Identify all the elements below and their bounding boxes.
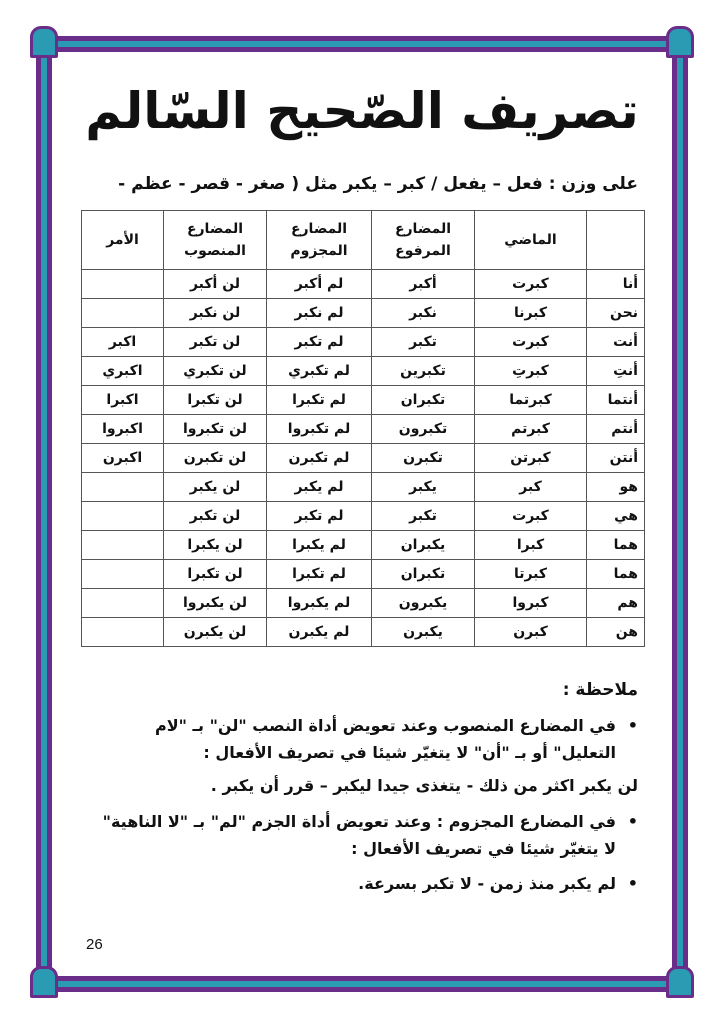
- table-row: [82, 415, 645, 444]
- table-cell: تكبرون: [372, 415, 475, 444]
- pronoun-cell: هم: [587, 589, 645, 618]
- table-cell: لن تكبر: [164, 502, 267, 531]
- pronoun-cell: أنتما: [587, 386, 645, 415]
- table-header: المضارع المرفوع: [372, 211, 475, 270]
- pronoun-cell: أنت: [587, 328, 645, 357]
- table-cell: لم أكبر: [267, 270, 372, 299]
- pronoun-cell: هما: [587, 560, 645, 589]
- table-cell: يكبرون: [372, 589, 475, 618]
- table-row: [82, 270, 645, 299]
- notes-title: ملاحظة :: [562, 680, 638, 700]
- table-cell: [82, 589, 164, 618]
- frame-corner-ornament: [666, 26, 694, 58]
- table-row: [82, 502, 645, 531]
- table-row: [82, 560, 645, 589]
- table-cell: يكبر: [372, 473, 475, 502]
- table-cell: لن يكبرا: [164, 531, 267, 560]
- pronoun-cell: أنا: [587, 270, 645, 299]
- table-cell: يكبران: [372, 531, 475, 560]
- table-row: [82, 357, 645, 386]
- table-cell: كبرتم: [475, 415, 587, 444]
- table-cell: تكبران: [372, 386, 475, 415]
- table-cell: لن تكبرا: [164, 386, 267, 415]
- table-cell: لن تكبرن: [164, 444, 267, 473]
- pronoun-cell: أنتِ: [587, 357, 645, 386]
- table-cell: اكبرا: [82, 386, 164, 415]
- pronoun-cell: أنتن: [587, 444, 645, 473]
- table-row: [82, 531, 645, 560]
- table-cell: لم تكبروا: [267, 415, 372, 444]
- table-cell: لن يكبرن: [164, 618, 267, 647]
- pronoun-cell: هو: [587, 473, 645, 502]
- table-cell: لن تكبري: [164, 357, 267, 386]
- table-cell: لم تكبرا: [267, 560, 372, 589]
- table-header: المضارع المنصوب: [164, 211, 267, 270]
- table-cell: لم يكبروا: [267, 589, 372, 618]
- table-cell: كبرت: [475, 502, 587, 531]
- table-cell: لن تكبرا: [164, 560, 267, 589]
- table-cell: لم نكبر: [267, 299, 372, 328]
- table-cell: كبرتن: [475, 444, 587, 473]
- table-row: [82, 328, 645, 357]
- table-header-row: [82, 211, 645, 270]
- table-row: [82, 299, 645, 328]
- subtitle: على وزن : فعل – يفعل / كبر – يكبر مثل ( صغر - قصر - عظم -: [118, 174, 638, 194]
- table-cell: لم تكبرا: [267, 386, 372, 415]
- table-row: [82, 473, 645, 502]
- table-cell: [82, 531, 164, 560]
- table-cell: لم تكبر: [267, 328, 372, 357]
- table-cell: تكبران: [372, 560, 475, 589]
- table-row: [82, 386, 645, 415]
- table-cell: تكبر: [372, 502, 475, 531]
- page-number: 26: [86, 936, 103, 953]
- table-row: [82, 444, 645, 473]
- table-cell: اكبرن: [82, 444, 164, 473]
- table-header: الماضي: [475, 211, 587, 270]
- table-cell: اكبروا: [82, 415, 164, 444]
- table-cell: لن تكبروا: [164, 415, 267, 444]
- table-header: المضارع المجزوم: [267, 211, 372, 270]
- table-cell: اكبري: [82, 357, 164, 386]
- frame-bottom-border: [44, 976, 680, 992]
- table-cell: تكبر: [372, 328, 475, 357]
- table-cell: يكبرن: [372, 618, 475, 647]
- table-cell: [82, 270, 164, 299]
- pronoun-cell: هي: [587, 502, 645, 531]
- note-item: • في المضارع المجزوم : وعند تعويض أداة الجزم "لم" بـ "لا الناهية" لا يتغيّر شيئا في تصريف الأفعال :: [96, 808, 616, 862]
- table-cell: كبرنا: [475, 299, 587, 328]
- table-cell: كبرن: [475, 618, 587, 647]
- table-cell: أكبر: [372, 270, 475, 299]
- page-title: تصريف الصّحيح السّالم: [85, 82, 639, 140]
- table-cell: كبرت: [475, 328, 587, 357]
- table-cell: لن يكبر: [164, 473, 267, 502]
- table-cell: [82, 560, 164, 589]
- frame-top-border: [44, 36, 680, 52]
- table-cell: لم يكبرا: [267, 531, 372, 560]
- frame-corner-ornament: [30, 966, 58, 998]
- table-row: [82, 618, 645, 647]
- conjugation-table: [81, 210, 645, 647]
- table-cell: لم تكبري: [267, 357, 372, 386]
- table-cell: كبرا: [475, 531, 587, 560]
- table-cell: كبروا: [475, 589, 587, 618]
- table-cell: لن تكبر: [164, 328, 267, 357]
- table-cell: كبرتما: [475, 386, 587, 415]
- table-cell: كبرتِ: [475, 357, 587, 386]
- table-cell: لم يكبرن: [267, 618, 372, 647]
- table-row: [82, 589, 645, 618]
- pronoun-cell: هن: [587, 618, 645, 647]
- table-cell: لن نكبر: [164, 299, 267, 328]
- table-cell: نكبر: [372, 299, 475, 328]
- pronoun-cell: هما: [587, 531, 645, 560]
- table-cell: لم تكبر: [267, 502, 372, 531]
- table-cell: تكبرن: [372, 444, 475, 473]
- note-example: لن يكبر اكثر من ذلك - يتغذى جيدا ليكبر – قرر أن يكبر .: [210, 776, 638, 795]
- note-item: • لم يكبر منذ زمن - لا تكبر بسرعة.: [96, 870, 616, 897]
- table-cell: لن أكبر: [164, 270, 267, 299]
- frame-corner-ornament: [30, 26, 58, 58]
- table-cell: لم يكبر: [267, 473, 372, 502]
- table-cell: كبر: [475, 473, 587, 502]
- table-header: الأمر: [82, 211, 164, 270]
- pronoun-cell: نحن: [587, 299, 645, 328]
- note-item: • في المضارع المنصوب وعند تعويض أداة النصب "لن" بـ "لام التعليل" أو بـ "أن" لا يتغيّر شيئا في تصريف الأفعال :: [96, 712, 616, 766]
- table-header: [587, 211, 645, 270]
- table-cell: [82, 473, 164, 502]
- table-cell: كبرتا: [475, 560, 587, 589]
- table-cell: تكبرين: [372, 357, 475, 386]
- table-cell: [82, 502, 164, 531]
- table-cell: [82, 299, 164, 328]
- table-cell: [82, 618, 164, 647]
- table-cell: اكبر: [82, 328, 164, 357]
- pronoun-cell: أنتم: [587, 415, 645, 444]
- table-cell: كبرت: [475, 270, 587, 299]
- frame-right-border: [672, 44, 688, 984]
- frame-corner-ornament: [666, 966, 694, 998]
- table-cell: لم تكبرن: [267, 444, 372, 473]
- table-cell: لن يكبروا: [164, 589, 267, 618]
- frame-left-border: [36, 44, 52, 984]
